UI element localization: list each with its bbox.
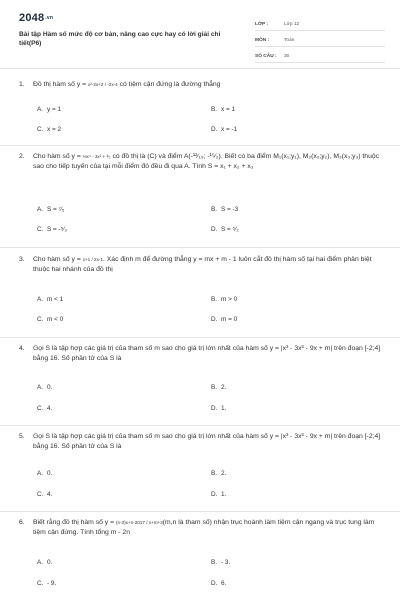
question-text-part: Đồ thị hàm số y =	[33, 81, 88, 88]
formula: x+1 / 2x-1	[82, 257, 103, 262]
option-key: D.	[211, 491, 218, 498]
meta-label: SỐ CÂU :	[255, 54, 277, 60]
option-key: A.	[37, 206, 44, 213]
option-c[interactable]	[37, 126, 61, 134]
page-title: Bài tập Hàm số mức độ cơ bản, nâng cao cực hay có lời giải chi tiết(P6)	[19, 31, 221, 47]
option-d[interactable]	[211, 316, 237, 324]
question-text-part: (m,n là tham số) nhận trục hoành làm tiệm cận ngang và trục tung làm tiệm cận đứng. Tính tổng m - 2n	[33, 519, 375, 536]
divider	[0, 337, 400, 338]
option-value: m > 0	[221, 296, 238, 303]
option-value: 2.	[221, 384, 227, 391]
question-text	[33, 152, 381, 172]
formula: ⅓x⁴ - 3x² + ³⁄₂	[82, 154, 111, 159]
option-value: S = ⁵⁄₂	[221, 226, 239, 233]
question-text-part: Gọi S là tập hợp các giá trị của tham số m sao cho giá trị lớn nhất của hàm số y = |x³ - 3x² - 9x + m| trên đoạn [-2;4] bằng 16. Số phần tử của S là	[33, 433, 381, 450]
option-b[interactable]	[211, 559, 230, 567]
option-key: D.	[211, 126, 218, 133]
option-b[interactable]	[211, 470, 226, 478]
option-key: D.	[211, 580, 218, 587]
question-text	[33, 255, 381, 275]
question-3	[19, 255, 381, 275]
option-key: A.	[37, 106, 44, 113]
question-text-part: Gọi S là tập hợp các giá trị của tham số m sao cho giá trị lớn nhất của hàm số y = |x³ - 3x² - 9x + m| trên đoạn [-2;4] bằng 16. Số phần tử của S là	[33, 345, 381, 362]
option-a[interactable]	[37, 296, 63, 304]
option-d[interactable]	[211, 491, 226, 499]
logo[interactable]	[19, 12, 53, 26]
option-key: B.	[211, 559, 218, 566]
question-text	[33, 432, 381, 452]
question-number: 6.	[19, 519, 25, 526]
question-text-part: có tiệm cận đứng là đường thẳng	[117, 81, 221, 88]
option-value: S = -⁵⁄₃	[47, 226, 67, 233]
option-key: B.	[211, 384, 218, 391]
option-a[interactable]	[37, 106, 61, 114]
question-6	[19, 518, 381, 538]
option-c[interactable]	[37, 491, 52, 499]
option-a[interactable]	[37, 384, 52, 392]
question-number: 5.	[19, 433, 25, 440]
meta-label: LỚP :	[255, 22, 269, 28]
meta-info	[255, 17, 385, 65]
option-key: D.	[211, 226, 218, 233]
option-key: C.	[37, 226, 44, 233]
meta-value: Toán	[284, 38, 295, 44]
option-value: x = 2	[47, 126, 62, 133]
question-number: 1.	[19, 81, 25, 88]
question-text	[33, 518, 381, 538]
logo-suffix: .vn	[45, 15, 54, 21]
question-2	[19, 152, 381, 172]
option-value: 0.	[47, 559, 53, 566]
divider	[0, 145, 400, 146]
divider	[0, 247, 400, 248]
option-value: x = 1	[221, 106, 236, 113]
option-d[interactable]	[211, 405, 226, 413]
question-number: 3.	[19, 256, 25, 263]
meta-value: Lớp 12	[284, 22, 300, 28]
meta-row-subject	[255, 33, 385, 47]
question-text	[33, 80, 381, 90]
option-c[interactable]	[37, 226, 67, 234]
option-value: m < 1	[47, 296, 64, 303]
question-text-part: có đồ thị là (C) và điểm A(-¹²⁄₁₉; -¹⁵⁄₂). Biết có ba điểm M₁(x₁;y₁), M₂(x₂;y₂), M₃(x₃;y₃) thuộc sao cho tiếp tuyến của tại mỗi điểm đó đều đi qua A. Tính S = x₁ + x₂ + x₃	[33, 153, 380, 170]
option-value: x = -1	[221, 126, 238, 133]
option-value: 6.	[221, 580, 227, 587]
option-value: 2.	[221, 470, 227, 477]
option-value: 1.	[221, 491, 227, 498]
formula: x²-2x+2 / -2x-4	[87, 82, 118, 87]
header	[0, 0, 400, 69]
option-value: y = 1	[47, 106, 62, 113]
question-4	[19, 344, 381, 364]
option-key: C.	[37, 491, 44, 498]
option-key: A.	[37, 559, 44, 566]
question-5	[19, 432, 381, 452]
question-text-part: Cho hàm số y =	[33, 153, 83, 160]
option-key: B.	[211, 296, 218, 303]
option-value: 4.	[47, 405, 53, 412]
option-value: m = 0	[221, 316, 238, 323]
option-a[interactable]	[37, 559, 52, 567]
question-1	[19, 80, 381, 90]
formula: (n-3)x+n-2017 / x+m+3	[115, 520, 163, 525]
option-b[interactable]	[211, 106, 235, 114]
option-value: 0.	[47, 470, 53, 477]
option-value: - 9.	[47, 580, 57, 587]
option-c[interactable]	[37, 405, 52, 413]
option-d[interactable]	[211, 126, 237, 134]
meta-label: MÔN :	[255, 38, 270, 44]
option-key: A.	[37, 296, 44, 303]
option-key: B.	[211, 106, 218, 113]
option-key: B.	[211, 206, 218, 213]
option-value: S = -3	[221, 206, 239, 213]
question-number: 4.	[19, 345, 25, 352]
option-key: D.	[211, 405, 218, 412]
meta-value: 30	[284, 54, 290, 60]
option-key: C.	[37, 126, 44, 133]
option-key: C.	[37, 580, 44, 587]
option-value: - 3.	[221, 559, 231, 566]
option-value: 0.	[47, 384, 53, 391]
question-text-part: . Xác định m để đường thẳng y = mx + m - 1 luôn cắt đồ thị hàm số tại hai điểm phân biệt thuộc hai nhánh của đồ thị	[33, 256, 372, 273]
option-key: A.	[37, 384, 44, 391]
option-a[interactable]	[37, 470, 52, 478]
option-key: B.	[211, 470, 218, 477]
option-a[interactable]	[37, 206, 65, 214]
question-text-part: Cho hàm số y =	[33, 256, 83, 263]
question-text	[33, 344, 381, 364]
divider	[0, 425, 400, 426]
option-b[interactable]	[211, 206, 238, 214]
option-c[interactable]	[37, 580, 56, 588]
question-number: 2.	[19, 153, 25, 160]
meta-row-count	[255, 49, 385, 63]
option-value: m < 0	[47, 316, 64, 323]
option-b[interactable]	[211, 384, 226, 392]
option-key: A.	[37, 470, 44, 477]
option-c[interactable]	[37, 316, 63, 324]
logo-text: 2048	[19, 12, 45, 24]
option-value: S = ⁷⁄₅	[47, 206, 65, 213]
option-key: C.	[37, 405, 44, 412]
meta-row-class	[255, 17, 385, 31]
option-value: 1.	[221, 405, 227, 412]
option-key: C.	[37, 316, 44, 323]
divider	[0, 511, 400, 512]
option-d[interactable]	[211, 226, 239, 234]
option-d[interactable]	[211, 580, 226, 588]
option-value: 4.	[47, 491, 53, 498]
question-text-part: Biết rằng đồ thị hàm số y =	[33, 519, 116, 526]
option-b[interactable]	[211, 296, 237, 304]
option-key: D.	[211, 316, 218, 323]
